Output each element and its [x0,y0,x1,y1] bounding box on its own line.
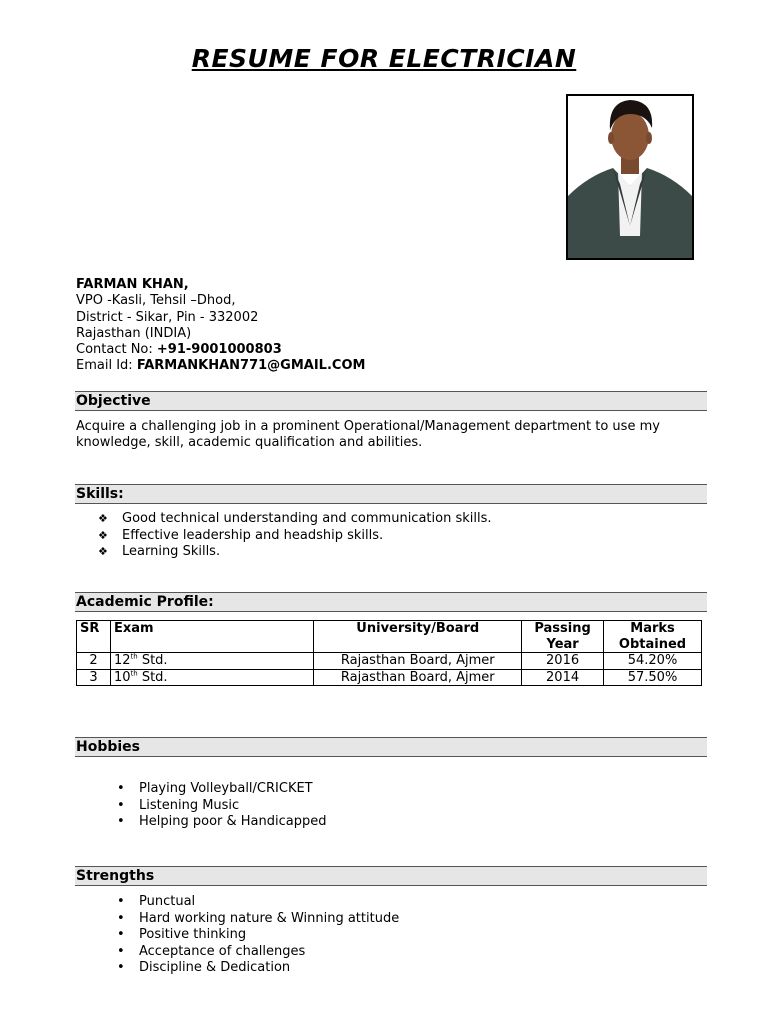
header-year [522,621,604,653]
cell-exam [110,653,313,670]
round-bullet-icon: • [117,943,125,959]
cell-sr: 2 [77,653,111,670]
round-bullet-icon: • [117,814,125,829]
page-title: RESUME FOR ELECTRICIAN [191,44,577,73]
skills-heading: Skills: [75,484,707,504]
cell-board: Rajasthan Board, Ajmer [314,669,522,686]
skill-text: Effective leadership and headship skills. [122,527,384,543]
exam-rest: Std. [137,669,168,685]
table-row [77,669,702,686]
skill-text: Good technical understanding and communication skills. [122,511,492,526]
header-marks [604,621,702,653]
strengths-list [115,894,399,977]
cell-board: Rajasthan Board, Ajmer [314,653,522,670]
hobbies-heading: Hobbies [75,737,707,757]
header-year-line-1: Passing [534,621,591,636]
exam-number: 10 [113,669,131,685]
address-line-2: District - Sikar, Pin - 332002 [76,309,259,325]
hobby-text: Listening Music [139,797,240,813]
list-item [115,798,327,815]
list-item [115,781,327,798]
email-address: FARMANKHAN771@GMAIL.COM [136,358,366,374]
hobbies-list [115,781,327,831]
email-line [76,358,365,374]
header-marks-line-2: Obtained [618,636,687,652]
profile-photo [566,94,694,260]
cell-marks: 54.20% [604,653,702,670]
skills-list [98,511,492,561]
academic-table [76,620,702,686]
strength-text: Hard working nature & Winning attitude [139,910,400,926]
round-bullet-icon: • [117,797,125,813]
round-bullet-icon: • [117,781,125,796]
strengths-heading: Strengths [75,866,707,886]
list-item [115,911,399,928]
diamond-bullet-icon: ❖ [98,545,108,558]
address-line-3: Rajasthan (INDIA) [76,325,192,341]
exam-suffix: th [130,669,138,678]
diamond-bullet-icon: ❖ [98,528,108,542]
list-item [98,511,492,528]
round-bullet-icon: • [117,927,125,942]
strength-text: Punctual [139,894,196,909]
email-label: Email Id: [76,358,137,374]
list-item [115,944,399,961]
strength-text: Discipline & Dedication [139,960,291,975]
strength-text: Acceptance of challenges [139,943,306,959]
header-board: University/Board [314,621,522,653]
header-sr: SR [77,621,111,653]
list-item [98,528,492,545]
diamond-bullet-icon: ❖ [98,512,108,525]
table-header-row [77,621,702,653]
header-exam: Exam [110,621,313,653]
round-bullet-icon: • [117,894,125,909]
hobby-text: Playing Volleyball/CRICKET [139,781,313,796]
list-item [115,894,399,911]
list-item [115,960,399,977]
list-item [115,927,399,944]
round-bullet-icon: • [117,910,125,926]
cell-exam [110,669,313,686]
header-year-line-2: Year [546,636,579,652]
phone-label: Contact No: [76,342,157,358]
objective-heading: Objective [75,391,707,411]
strength-text: Positive thinking [139,927,247,942]
exam-rest: Std. [137,653,168,668]
cell-year: 2016 [522,653,604,670]
skill-text: Learning Skills. [122,544,221,559]
candidate-name: FARMAN KHAN, [76,277,189,292]
hobby-text: Helping poor & Handicapped [139,814,327,829]
table-row [77,653,702,670]
address-line-1: VPO -Kasli, Tehsil –Dhod, [76,293,236,309]
exam-number: 12 [113,653,131,668]
phone-number: +91-9001000803 [156,342,282,358]
header-marks-line-1: Marks [630,621,675,636]
contact-block [76,277,365,375]
cell-sr: 3 [77,669,111,686]
round-bullet-icon: • [117,960,125,975]
cell-marks: 57.50% [604,669,702,686]
list-item [115,814,327,831]
list-item [98,544,492,561]
objective-text: Acquire a challenging job in a prominent Operational/Management department to use my knowledge, skill, academic qualification and abilities. [76,419,660,451]
cell-year: 2014 [522,669,604,686]
academic-heading: Academic Profile: [75,592,707,612]
phone-line [76,342,365,358]
exam-suffix: th [130,652,138,661]
